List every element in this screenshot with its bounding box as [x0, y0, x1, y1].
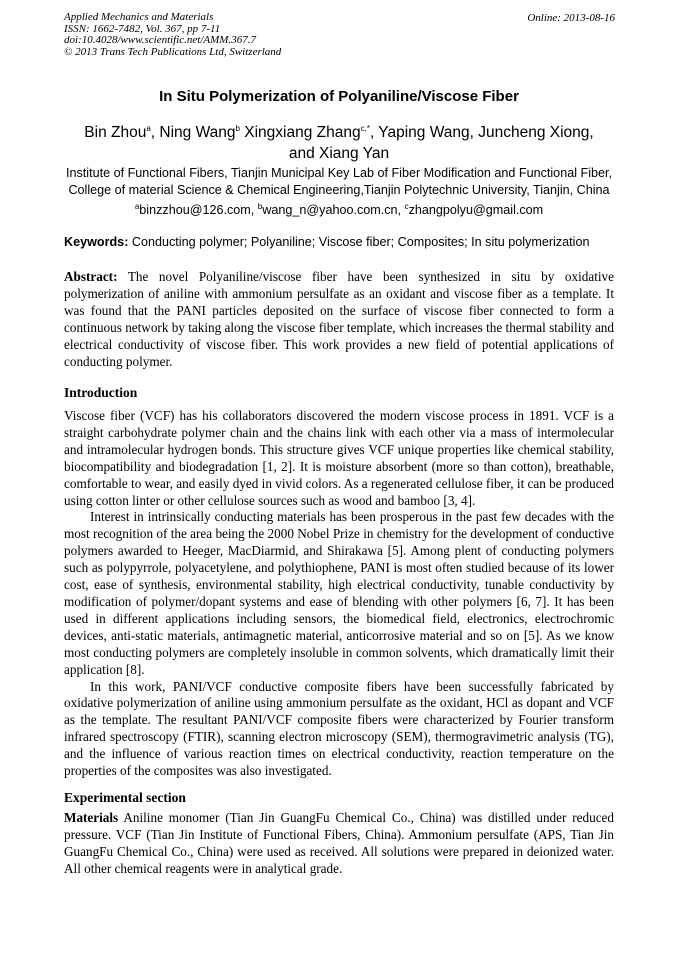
- copyright: © 2013 Trans Tech Publications Ltd, Switzerland: [64, 45, 282, 58]
- paper-title: In Situ Polymerization of Polyaniline/Viscose Fiber: [159, 88, 519, 105]
- paragraph: Interest in intrinsically conducting materials has been prosperous in the past few decades with the most recognition of the area being the 2000 Nobel Prize in chemistry for the development of conductive polymers awarded to Heeger, MacDiarmid, and Shirakawa [5]. Among plent of conducting polymers such as polypyrrole, polyacetylene, and polythiophene, PANI is most often studied because of its lower cost, ease of synthesis, environmental stability, high electrical conductivity, tunable conductivity by modification of polymer/dopant systems and ease of blending with other polymers [6, 7]. It has been used in different applications including sensors, the biomedical field, electronics, electrochromic devices, anti-static materials, antimagnetic material, anticorrosive material and so on [5]. As we know most conducting polymers are completely insoluble in common solvents, which dramatically limit their application [8].: [64, 509, 614, 677]
- journal-name: Applied Mechanics and Materials: [64, 11, 214, 23]
- email: binzzhou@126.com,: [139, 203, 258, 218]
- keywords-label: Keywords:: [64, 235, 129, 249]
- materials-text: Aniline monomer (Tian Jin GuangFu Chemical Co., China) was distilled under reduced pressure. VCF (Tian Jin Institute of Functional Fibers, China). Ammonium persulfate (APS, Tian Jin GuangFu Chemical Co., China) were used as received. All solutions were prepared in deionized water. All other chemical reagents were in analytical grade.: [64, 810, 614, 876]
- email: zhangpolyu@gmail.com: [408, 203, 544, 218]
- keywords: [64, 235, 589, 249]
- materials-label: Materials: [64, 810, 119, 825]
- doi: doi:10.4028/www.scientific.net/AMM.367.7: [64, 34, 256, 46]
- affil-mark: b: [235, 124, 240, 133]
- affil-mark: c,*: [360, 124, 370, 133]
- section-heading-experimental: Experimental section: [64, 790, 186, 805]
- author: and Xiang Yan: [288, 145, 390, 163]
- affiliation-line: Institute of Functional Fibers, Tianjin Municipal Key Lab of Fiber Modification and Functional Fiber,: [65, 166, 612, 180]
- paragraph: Viscose fiber (VCF) has his collaborators discovered the modern viscose process in 1891. VCF is a straight carbohydrate polymer chain and the chains link with each other via a mass of intermolecular and intramolecular hydrogen bonds. This structure gives VCF unique properties like chemical stability, biocompatibility and biodegradation [1, 2]. It is moisture absorbent (more so than cotton), breathable, comfortable to wear, and easily dyed in vivid colors. As a regenerated cellulose fiber, it can be produced using cotton linter or other cellulose sources such as wood and bamboo [3, 4].: [64, 408, 614, 508]
- authors: [50, 118, 628, 164]
- introduction-body: [64, 408, 614, 780]
- materials-paragraph: [64, 810, 614, 878]
- online-date: Online: 2013-08-16: [527, 12, 615, 24]
- emails: [50, 202, 628, 217]
- author: , Yaping Wang, Juncheng Xiong,: [369, 124, 594, 142]
- email: wang_n@yahoo.com.cn,: [262, 203, 405, 218]
- abstract-text: The novel Polyaniline/viscose fiber have been synthesized in situ by oxidative polymerization of aniline with ammonium persulfate as an oxidant and viscose fiber as a template. It was found that the PANI particles deposited on the surface of viscose fiber connected to form a continuous network by taking along the viscose fiber template, which increases the thermal stability and electrical conductivity of viscose fiber. This work provides a new field of potential applications of conducting polymer.: [64, 269, 614, 369]
- affil-mark: a: [134, 202, 140, 211]
- paragraph: In this work, PANI/VCF conductive composite fibers have been successfully fabricated by oxidative polymerization of aniline using ammonium persulfate as the oxidant, HCl as dopant and VCF as the template. The resultant PANI/VCF composite fibers were characterized by Fourier transform infrared spectroscopy (FTIR), scanning electron microscopy (SEM), thermogravimetric analysis (TG), and the influence of various reaction times on electrical conductivity, reaction temperature on the properties of the composites was also investigated.: [64, 678, 614, 779]
- affiliation-line: College of material Science & Chemical Engineering,Tianjin Polytechnic University, Tianjin, China: [68, 183, 610, 197]
- abstract: [64, 269, 614, 370]
- affil-mark: c: [404, 202, 409, 211]
- section-heading-introduction: Introduction: [64, 385, 138, 400]
- abstract-label: Abstract:: [64, 269, 118, 284]
- affil-mark: a: [146, 124, 151, 133]
- author: Bin Zhou: [84, 124, 147, 142]
- journal-header: [64, 12, 281, 58]
- author: , Ning Wang: [150, 124, 236, 142]
- affiliation: [50, 165, 628, 199]
- keywords-text: Conducting polymer; Polyaniline; Viscose fiber; Composites; In situ polymerization: [128, 235, 590, 249]
- author: Xingxiang Zhang: [239, 124, 361, 142]
- affil-mark: b: [257, 202, 263, 211]
- issn: ISSN: 1662-7482, Vol. 367, pp 7-11: [64, 22, 221, 35]
